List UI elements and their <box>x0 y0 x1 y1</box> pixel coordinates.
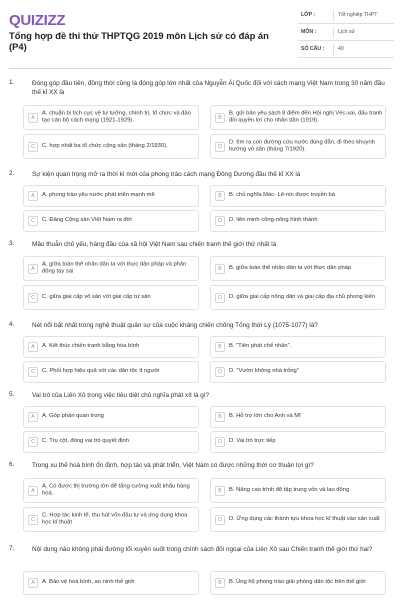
option-text: D. tìm ra con đường cứu nước đúng đắn, đi theo khuynh hướng vô sản (tháng 7/1920). <box>229 138 375 153</box>
question-number: 1. <box>9 79 15 86</box>
info-box <box>298 8 394 60</box>
option-text: B. chủ nghĩa Mác- Lê-nin được truyền bá <box>229 192 335 199</box>
option-a[interactable] <box>23 406 199 428</box>
info-key: SỐ CÂU : <box>301 46 325 52</box>
question-number: 5. <box>9 391 15 398</box>
option-text: D. liên minh công-nông hình thành <box>229 217 318 224</box>
option-letter: A <box>28 342 38 352</box>
option-c[interactable] <box>23 507 199 532</box>
option-letter: C <box>28 142 38 152</box>
option-text: D. Vai trò trực tiếp <box>229 438 276 445</box>
option-letter: C <box>28 367 38 377</box>
quizizz-logo: QUIZIZZ <box>9 12 66 29</box>
info-value: 40 <box>338 46 344 52</box>
document-title: Tổng hợp đề thi thử THPTQG 2019 môn Lịch sử có đáp án (P4) <box>9 30 269 52</box>
option-text: C. Trụ cột, đóng vai trò quyết định <box>42 438 130 445</box>
option-text: A. Bảo vệ hoà bình, an ninh thế giới <box>42 579 135 586</box>
option-text: B. gửi bản yêu sách 8 điểm đến Hội nghị Véc-xai, đấu tranh đòi quyền lợi cho nhân dân (1919). <box>229 109 383 124</box>
question-number: 2. <box>9 170 15 177</box>
option-text: B. Nâng cao trình độ tập trung vốn và lao động <box>229 486 350 493</box>
question-text: Sự kiện quan trọng mở ra thời kì mới của phong trào cách mạng Đông Dương đầu thế kỉ XX là <box>32 171 301 178</box>
question-number: 3. <box>9 240 15 247</box>
info-key: LỚP : <box>301 12 316 18</box>
option-text: A. Có được thị trường lớn để tăng cường xuất khẩu hàng hoá. <box>42 482 190 497</box>
option-letter: D <box>215 142 225 152</box>
info-separator <box>333 10 334 21</box>
question-number: 4. <box>9 321 15 328</box>
option-letter: C <box>28 216 38 226</box>
option-text: B. giữa toàn thể nhân dân ta với thực dân pháp <box>229 264 352 271</box>
option-letter: B <box>215 191 225 201</box>
option-c[interactable] <box>23 431 199 453</box>
option-b[interactable] <box>210 256 386 281</box>
option-b[interactable] <box>210 105 386 130</box>
option-letter: C <box>28 293 38 303</box>
option-text: D. Ứng dụng các thành tựu khoa học kĩ thuật vào sản xuất <box>229 515 380 522</box>
question-text: Nét nổi bật nhất trong nghệ thuật quân sự của cuộc kháng chiến chống Tống thời Lý (1075-1077) là? <box>32 322 318 329</box>
option-letter: A <box>28 578 38 588</box>
option-d[interactable] <box>210 134 386 159</box>
option-text: C. hợp nhất ba tổ chức cộng sản (tháng 2/1930). <box>42 142 168 149</box>
option-text: A. Kết thúc chiến tranh bằng hòa bình <box>42 343 140 350</box>
option-a[interactable] <box>23 478 199 503</box>
option-b[interactable] <box>210 571 386 595</box>
option-c[interactable] <box>23 285 199 310</box>
info-separator <box>333 44 334 55</box>
option-c[interactable] <box>23 134 199 159</box>
option-text: A. Góp phần quan trọng <box>42 413 104 420</box>
info-key: MÔN : <box>301 29 317 35</box>
option-a[interactable] <box>23 571 199 595</box>
option-c[interactable] <box>23 210 199 232</box>
option-text: A. chuẩn bị tích cực về tư tưởng, chính trị, tổ chức và đào tạo cán bộ cách mạng (1921-1929). <box>42 109 191 124</box>
option-letter: B <box>215 342 225 352</box>
option-text: C. Phối hợp hiệu quả với các dân tộc ít người <box>42 368 160 375</box>
info-row-class <box>298 8 394 24</box>
info-value: Lịch sử <box>338 29 356 35</box>
info-row-subject <box>298 25 394 41</box>
option-letter: A <box>28 412 38 422</box>
option-letter: D <box>215 216 225 226</box>
option-letter: B <box>215 578 225 588</box>
option-letter: B <box>215 412 225 422</box>
option-a[interactable] <box>23 105 199 130</box>
question-text: Mâu thuẫn chủ yếu, hàng đầu của xã hội Việt Nam sau chiến tranh thế giới thứ nhất là <box>32 241 277 248</box>
question-number: 7. <box>9 545 15 552</box>
question-text: Vai trò của Liên Xô trong việc tiêu diệt chủ nghĩa phát xít là gì? <box>32 392 210 399</box>
option-text: B. Hỗ trợ lớn cho Anh và Mĩ <box>229 413 301 420</box>
option-d[interactable] <box>210 285 386 310</box>
option-d[interactable] <box>210 361 386 383</box>
option-letter: B <box>215 264 225 274</box>
option-c[interactable] <box>23 361 199 383</box>
option-b[interactable] <box>210 185 386 207</box>
option-letter: D <box>215 437 225 447</box>
info-row-count <box>298 42 394 58</box>
option-text: C. giữa giai cấp vô sản với giai cấp tư sản <box>42 293 151 300</box>
option-text: C. Hợp tác kinh tế, thu hút vốn đầu tư và ứng dụng khoa học kĩ thuật <box>42 511 188 526</box>
option-d[interactable] <box>210 507 386 532</box>
option-b[interactable] <box>210 406 386 428</box>
option-b[interactable] <box>210 478 386 503</box>
option-letter: D <box>215 293 225 303</box>
header-divider <box>9 68 391 69</box>
question-text: Trong xu thế hoà bình ổn định, hợp tác và phát triển, Việt Nam có được những thời cơ thuận lợi gì? <box>32 462 314 469</box>
option-letter: A <box>28 264 38 274</box>
info-value: Tốt nghiệp THPT <box>338 12 378 18</box>
option-letter: C <box>28 437 38 447</box>
option-a[interactable] <box>23 336 199 358</box>
question-text: Đóng góp đầu tiên, đồng thời cũng là đóng góp lớn nhất của Nguyễn Ái Quốc đối với cách mạng Việt Nam trong 30 năm đầu thế kỉ XX là <box>32 80 385 96</box>
option-text: B. Ủng hộ phong trào giải phóng dân tộc trên thế giới <box>229 579 366 586</box>
document-header <box>0 0 400 62</box>
option-text: A. giữa toàn thể nhân dân ta với thực dân pháp và phản động tay sai <box>42 260 187 275</box>
option-letter: B <box>215 113 225 123</box>
option-text: B. "Tiên phát chế nhân". <box>229 343 292 350</box>
option-letter: A <box>28 191 38 201</box>
option-a[interactable] <box>23 256 199 281</box>
option-b[interactable] <box>210 336 386 358</box>
option-d[interactable] <box>210 210 386 232</box>
question-text: Nội dung nào không phải đường lối xuyên suốt trong chính sách đối ngoại của Liên Xô sau Chiến tranh thế giới thứ hai? <box>32 546 373 553</box>
option-letter: A <box>28 113 38 123</box>
option-text: D. "Vườn không nhà trống" <box>229 368 299 375</box>
option-text: A. phong trào yêu nước phát triển mạnh mẽ <box>42 192 155 199</box>
option-letter: B <box>215 486 225 496</box>
option-text: C. Đảng Cộng sản Việt Nam ra đời <box>42 217 132 224</box>
option-d[interactable] <box>210 431 386 453</box>
option-letter: D <box>215 515 225 525</box>
option-letter: C <box>28 515 38 525</box>
option-text: D. giữa giai cấp nông dân và giai cấp địa chủ phong kiến <box>229 293 376 300</box>
option-a[interactable] <box>23 185 199 207</box>
info-separator <box>333 27 334 38</box>
option-letter: D <box>215 367 225 377</box>
question-number: 6. <box>9 461 15 468</box>
option-letter: A <box>28 486 38 496</box>
